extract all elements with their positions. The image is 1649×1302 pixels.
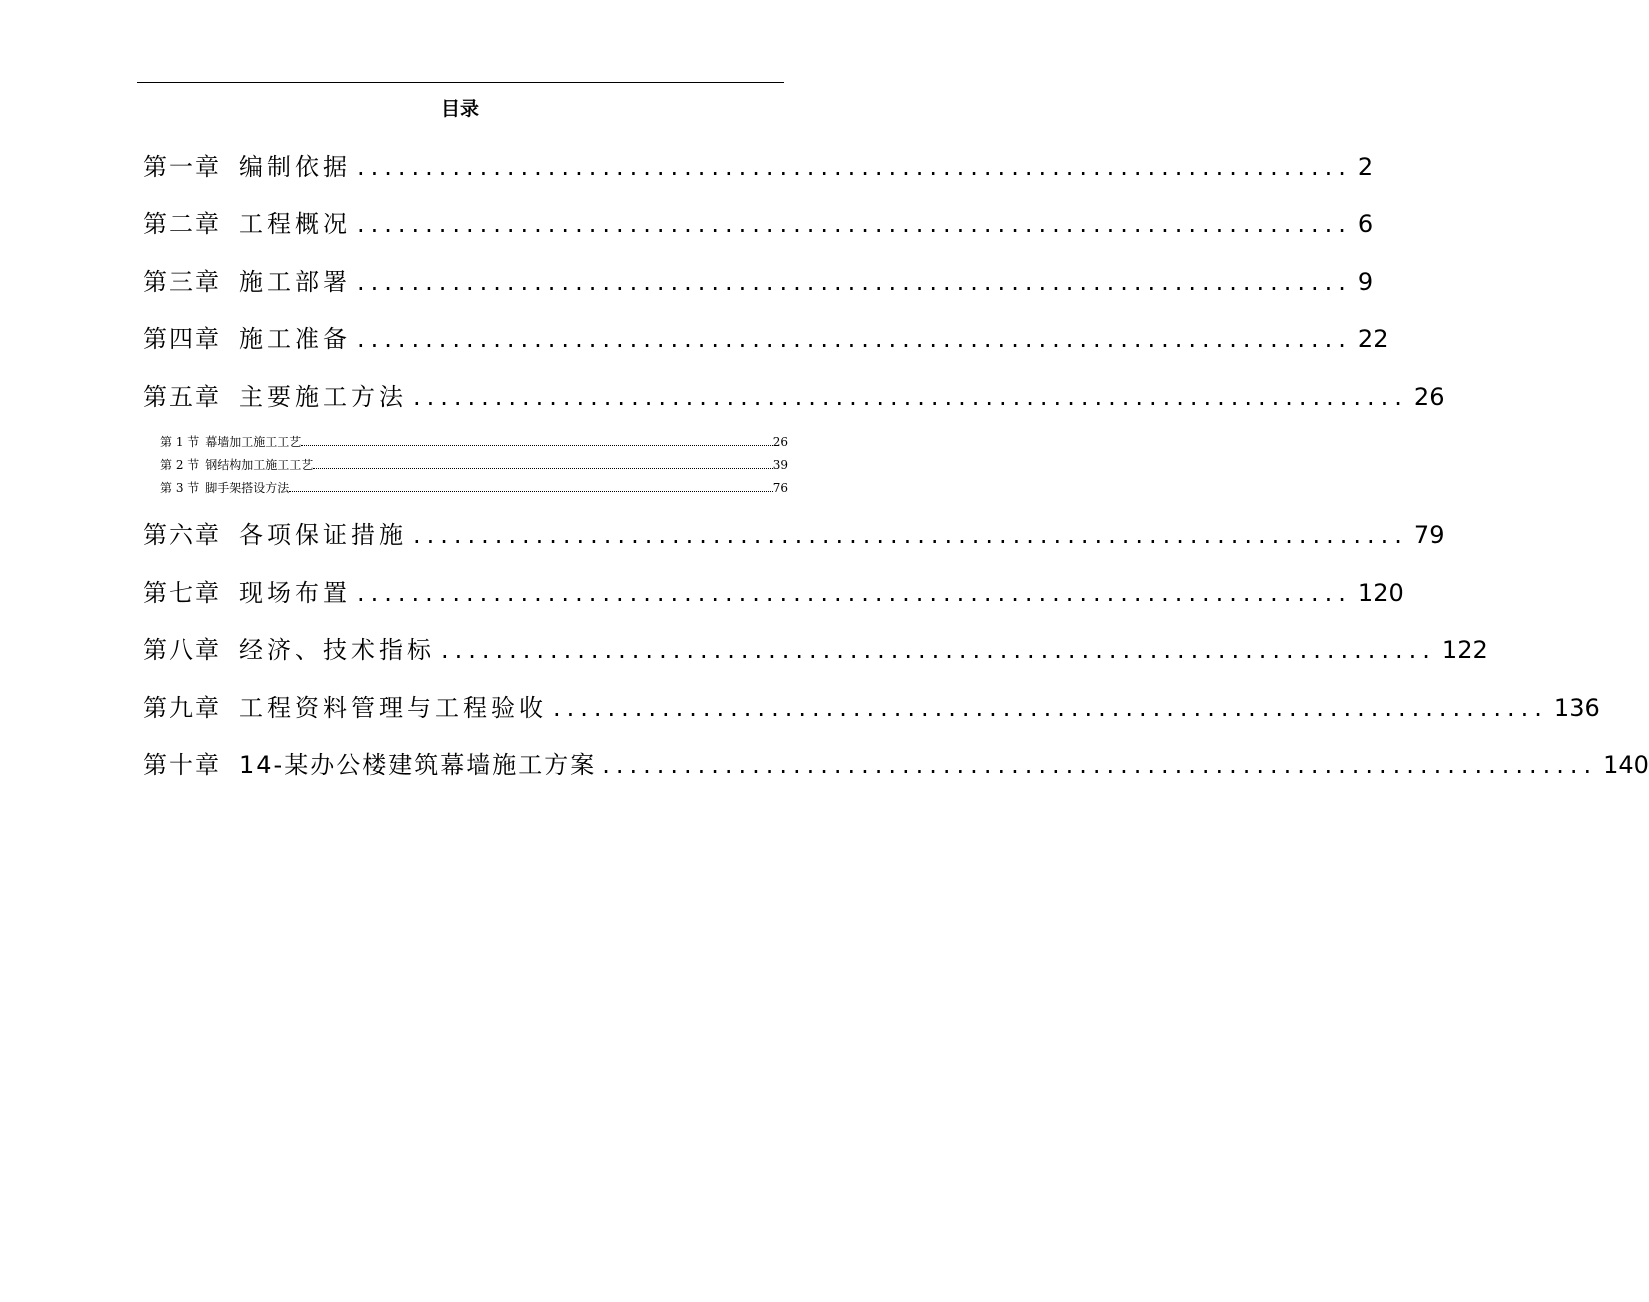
toc-entry[interactable] [143, 633, 1488, 667]
toc-page-number: 120 [1357, 579, 1404, 607]
toc-page-number: 26 [772, 435, 788, 449]
toc-leader-dots: ......................................................................... [357, 268, 1352, 296]
toc-chapter-number: 第五章 [143, 383, 221, 411]
toc-page-number: 9 [1357, 268, 1374, 296]
toc-chapter-number: 第十章 [143, 751, 221, 779]
toc-entry-title: 经济、技术指标 [239, 636, 435, 664]
toc-leader-dots: ......................................................................... [553, 694, 1548, 722]
toc-page-number: 2 [1357, 153, 1374, 181]
toc-section-number: 第 2 节 [160, 458, 200, 472]
toc-page-number: 122 [1441, 636, 1488, 664]
toc-page-number: 136 [1553, 694, 1600, 722]
toc-section-number: 第 3 节 [160, 481, 200, 495]
page-title: 目录 [440, 98, 479, 120]
toc-entry[interactable] [143, 150, 1374, 184]
toc-section-entry[interactable] [160, 479, 788, 497]
toc-chapter-number: 第七章 [143, 579, 221, 607]
header-rule [137, 82, 784, 83]
toc-leader-dots: ......................................................................... [357, 325, 1352, 353]
toc-entry[interactable] [143, 748, 1649, 782]
toc-leader-dots: ......................................................................... [413, 521, 1408, 549]
toc-chapter-number: 第三章 [143, 268, 221, 296]
toc-entry[interactable] [143, 518, 1445, 552]
toc-entry[interactable] [143, 265, 1374, 299]
toc-section-title: 脚手架搭设方法 [205, 481, 290, 495]
toc-page-number: 39 [772, 458, 788, 472]
toc-entry-title: 施工部署 [239, 268, 351, 296]
toc-entry-title: 主要施工方法 [239, 383, 407, 411]
toc-entry-title: 现场布置 [239, 579, 351, 607]
toc-entry[interactable] [143, 576, 1404, 610]
toc-page-number: 6 [1357, 210, 1374, 238]
toc-entry-title: 施工准备 [239, 325, 351, 353]
toc-entry-title: 编制依据 [239, 153, 351, 181]
toc-chapter-number: 第四章 [143, 325, 221, 353]
toc-entry[interactable] [143, 380, 1445, 414]
toc-entry-title: 工程资料管理与工程验收 [239, 694, 547, 722]
toc-chapter-number: 第八章 [143, 636, 221, 664]
toc-page-number: 79 [1413, 521, 1445, 549]
toc-leader-dots [301, 433, 772, 446]
toc-leader-dots: ......................................................................... [602, 751, 1598, 779]
toc-entry[interactable] [143, 207, 1374, 241]
toc-leader-dots: ......................................................................... [357, 579, 1352, 607]
toc-chapter-number: 第二章 [143, 210, 221, 238]
toc-page-number: 140 [1603, 751, 1649, 779]
toc-page-number: 22 [1357, 325, 1389, 353]
toc-entry-title: 各项保证措施 [239, 521, 407, 549]
toc-chapter-number: 第九章 [143, 694, 221, 722]
toc-section-entry[interactable] [160, 433, 788, 451]
toc-entry-title: 14-某办公楼建筑幕墙施工方案 [239, 751, 597, 779]
toc-section-title: 幕墙加工施工工艺 [205, 435, 302, 449]
toc-leader-dots [313, 456, 772, 469]
toc-leader-dots: ......................................................................... [357, 210, 1352, 238]
toc-section-entry[interactable] [160, 456, 788, 474]
toc-page-number: 76 [772, 481, 788, 495]
toc-entry[interactable] [143, 322, 1389, 356]
toc-leader-dots [289, 479, 772, 492]
toc-entry[interactable] [143, 691, 1600, 725]
toc-page-number: 26 [1413, 383, 1445, 411]
toc-chapter-number: 第一章 [143, 153, 221, 181]
toc-leader-dots: ......................................................................... [357, 153, 1352, 181]
toc-section-number: 第 1 节 [160, 435, 200, 449]
toc-section-title: 钢结构加工施工工艺 [205, 458, 314, 472]
toc-leader-dots: ......................................................................... [413, 383, 1408, 411]
toc-leader-dots: ......................................................................... [441, 636, 1436, 664]
toc-chapter-number: 第六章 [143, 521, 221, 549]
toc-entry-title: 工程概况 [239, 210, 351, 238]
